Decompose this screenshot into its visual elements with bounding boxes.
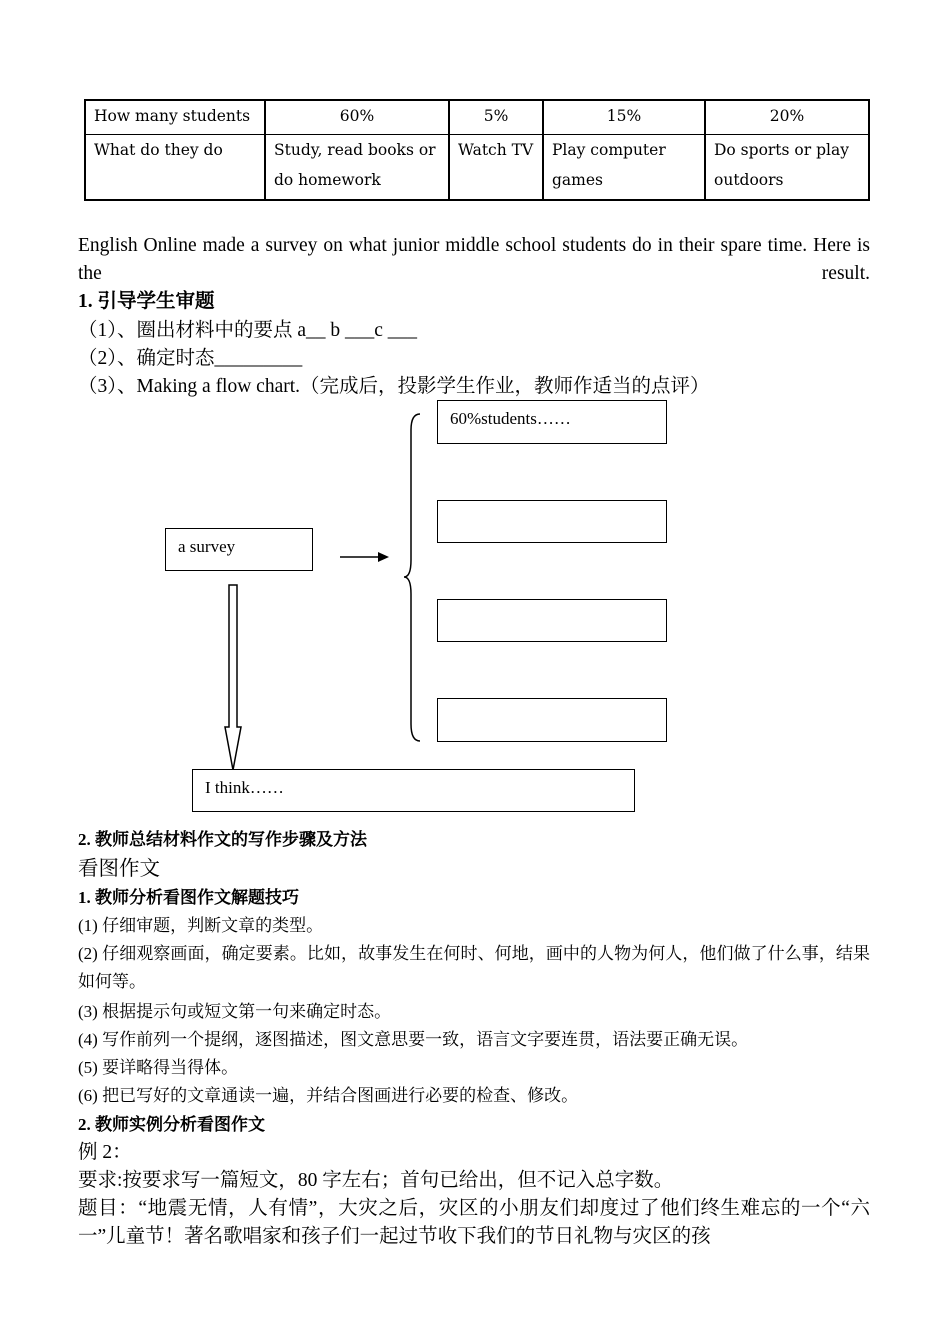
requirement-text: 要求:按要求写一篇短文，80 字左右；首句已给出，但不记入总字数。 (78, 1170, 674, 1191)
tip-1: (1) 仔细审题，判断文章的类型。 (78, 916, 324, 935)
flow-box-1: 60%students…… (437, 400, 667, 444)
table-cell: What do they do (85, 135, 265, 200)
example-label: 例 2： (78, 1142, 132, 1163)
flow-box-3 (437, 599, 667, 642)
tip-4: (4) 写作前列一个提纲，逐图描述，图文意思要一致，语言文字要连贯，语法要正确无误。 (78, 1030, 749, 1049)
section1-title: 1. 引导学生审题 (78, 291, 215, 312)
table-cell: 15% (543, 100, 705, 135)
table-cell: Play computer games (543, 135, 705, 200)
table-cell: Study, read books or do homework (265, 135, 449, 200)
intro-paragraph: English Online made a survey on what junior middle school students do in their spare time. Here is the result. (78, 235, 870, 284)
think-box: I think…… (192, 769, 635, 812)
survey-box: a survey (165, 528, 313, 571)
picture-heading: 看图作文 (78, 858, 160, 880)
step-1: （1）、圈出材料中的要点 a__ b ___c ___ (78, 320, 418, 341)
tip-5: (5) 要详略得当得体。 (78, 1058, 239, 1077)
table-cell: 20% (705, 100, 869, 135)
tip-6: (6) 把已写好的文章通读一遍，并结合图画进行必要的检查、修改。 (78, 1086, 579, 1105)
topic-text: 题目：“地震无情，人有情”，大灾之后，灾区的小朋友们却度过了他们终生难忘的一个“六一”儿童节！著名歌唱家和孩子们一起过节收下我们的节日礼物与灾区的孩 (78, 1198, 870, 1247)
table-cell: 5% (449, 100, 543, 135)
right-arrow-head (378, 552, 389, 562)
step-2: （2）、确定时态_________ (78, 348, 303, 369)
step-3: （3）、Making a flow chart.（完成后，投影学生作业，教师作适当的点评） (78, 376, 710, 397)
down-arrow (225, 585, 241, 770)
tip-2: (2) 仔细观察画面，确定要素。比如，故事发生在何时、何地，画中的人物为何人，他们做了什么事，结果如何等。 (78, 944, 870, 991)
flow-box-4 (437, 698, 667, 742)
table-cell: Watch TV (449, 135, 543, 200)
tip-3: (3) 根据提示句或短文第一句来确定时态。 (78, 1002, 392, 1021)
tips-title: 1. 教师分析看图作文解题技巧 (78, 888, 299, 907)
table-cell: Do sports or play outdoors (705, 135, 869, 200)
section2-title: 2. 教师总结材料作文的写作步骤及方法 (78, 830, 367, 849)
table-cell: How many students (85, 100, 265, 135)
example-title: 2. 教师实例分析看图作文 (78, 1115, 265, 1134)
flow-box-2 (437, 500, 667, 543)
curly-brace (404, 414, 420, 741)
table-cell: 60% (265, 100, 449, 135)
